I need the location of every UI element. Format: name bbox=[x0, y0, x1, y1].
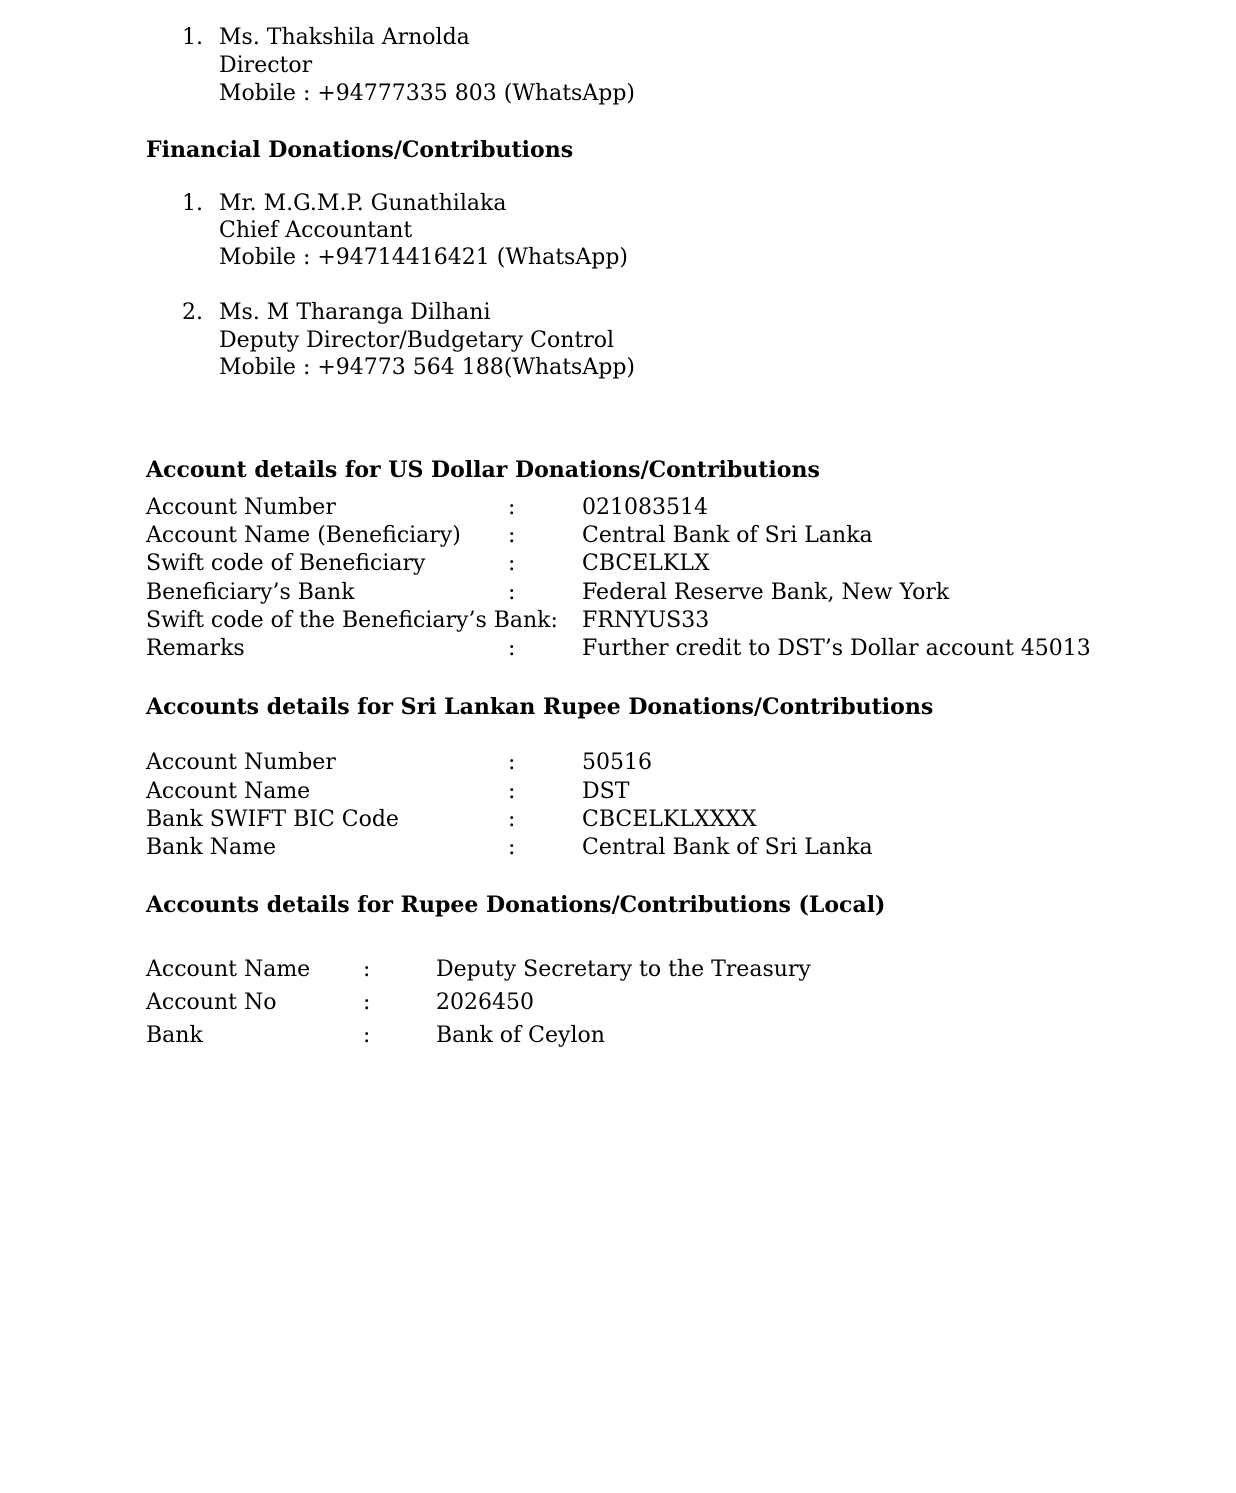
field-value: Central Bank of Sri Lanka bbox=[582, 835, 873, 860]
contact-title: Chief Accountant bbox=[219, 218, 413, 243]
list-number: 1. bbox=[182, 191, 203, 216]
field-separator: : bbox=[508, 636, 516, 661]
field-separator: : bbox=[508, 495, 516, 520]
field-value: CBCELKLXXXX bbox=[582, 807, 757, 832]
field-value: Bank of Ceylon bbox=[436, 1023, 605, 1048]
field-label: Swift code of the Beneficiary’s Bank: bbox=[146, 608, 558, 633]
field-separator: : bbox=[508, 580, 516, 605]
field-label: Bank Name bbox=[146, 835, 277, 860]
field-label: Account Name bbox=[146, 779, 311, 804]
list-number: 1. bbox=[182, 25, 203, 50]
contact-mobile: Mobile : +94714416421 (WhatsApp) bbox=[219, 245, 628, 270]
field-separator: : bbox=[363, 1023, 371, 1048]
field-value: Federal Reserve Bank, New York bbox=[582, 580, 950, 605]
field-separator: : bbox=[363, 990, 371, 1015]
list-number: 2. bbox=[182, 300, 203, 325]
section-heading: Accounts details for Rupee Donations/Contributions (Local) bbox=[146, 892, 886, 918]
field-separator: : bbox=[508, 551, 516, 576]
field-value: Further credit to DST’s Dollar account 45013 bbox=[582, 636, 1091, 661]
field-label: Bank bbox=[146, 1023, 203, 1048]
field-value: 50516 bbox=[582, 750, 652, 775]
field-separator: : bbox=[508, 523, 516, 548]
field-value: DST bbox=[582, 779, 630, 804]
field-separator: : bbox=[363, 957, 371, 982]
contact-name: Mr. M.G.M.P. Gunathilaka bbox=[219, 191, 507, 216]
field-value: CBCELKLX bbox=[582, 551, 710, 576]
field-value: 2026450 bbox=[436, 990, 534, 1015]
section-heading: Financial Donations/Contributions bbox=[146, 137, 574, 163]
contact-mobile: Mobile : +94773 564 188(WhatsApp) bbox=[219, 355, 635, 380]
field-label: Account Number bbox=[146, 495, 336, 520]
field-separator: : bbox=[508, 779, 516, 804]
section-heading: Account details for US Dollar Donations/Contributions bbox=[146, 457, 820, 483]
field-label: Bank SWIFT BIC Code bbox=[146, 807, 399, 832]
field-label: Remarks bbox=[146, 636, 245, 661]
contact-mobile: Mobile : +94777335 803 (WhatsApp) bbox=[219, 81, 635, 106]
contact-title: Deputy Director/Budgetary Control bbox=[219, 328, 615, 353]
field-value: Central Bank of Sri Lanka bbox=[582, 523, 873, 548]
field-label: Beneficiary’s Bank bbox=[146, 580, 355, 605]
contact-name: Ms. M Tharanga Dilhani bbox=[219, 300, 491, 325]
field-separator: : bbox=[508, 807, 516, 832]
field-label: Account Number bbox=[146, 750, 336, 775]
field-label: Account Name (Beneficiary) bbox=[146, 523, 461, 548]
field-label: Swift code of Beneficiary bbox=[146, 551, 426, 576]
field-separator: : bbox=[508, 750, 516, 775]
field-value: 021083514 bbox=[582, 495, 708, 520]
field-label: Account No bbox=[146, 990, 277, 1015]
field-label: Account Name bbox=[146, 957, 311, 982]
field-separator: : bbox=[508, 835, 516, 860]
section-heading: Accounts details for Sri Lankan Rupee Donations/Contributions bbox=[146, 694, 934, 720]
contact-name: Ms. Thakshila Arnolda bbox=[219, 25, 470, 50]
contact-title: Director bbox=[219, 53, 313, 78]
field-value: FRNYUS33 bbox=[582, 608, 710, 633]
field-value: Deputy Secretary to the Treasury bbox=[436, 957, 811, 982]
